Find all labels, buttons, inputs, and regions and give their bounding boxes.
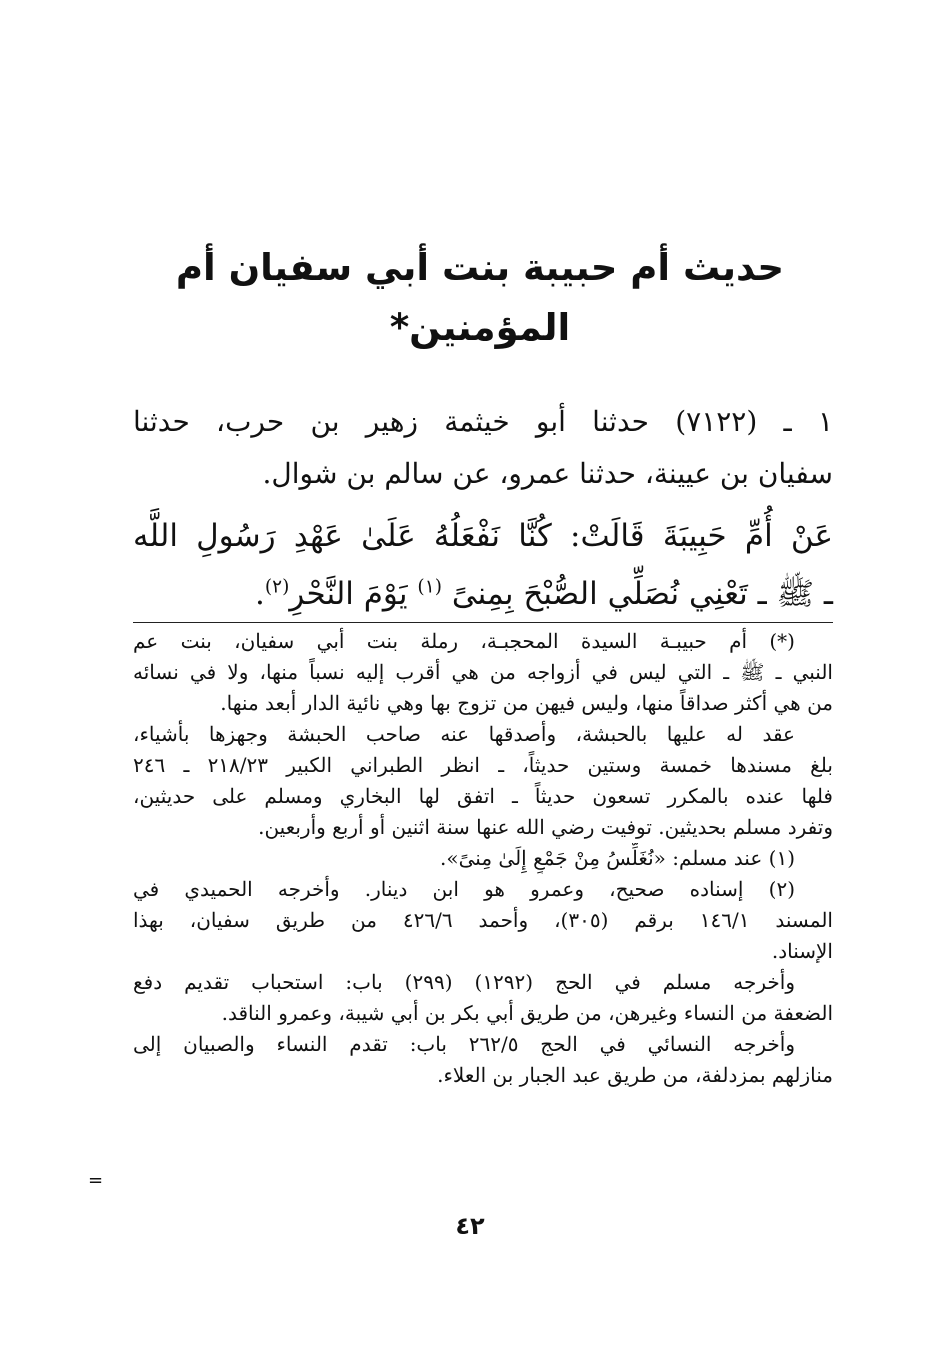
footnote-line: وأخرجه النسائي في الحج ٢٦٢/٥ باب: تقدم النساء والصبيان إلى <box>133 1032 796 1056</box>
footnote-line: منازلهم بمزدلفة، من طريق عبد الجبار بن العلاء. <box>437 1063 833 1087</box>
footnote-ref-1: (١) <box>417 576 442 598</box>
footnote-line: فلها عنده بالمكرر تسعون حديثاً ـ اتفق لها البخاري ومسلم على حديثين، <box>133 784 833 808</box>
footnote-divider <box>133 622 833 623</box>
continuation-mark: = <box>88 1170 104 1191</box>
matn-text-b: يَوْمَ النَّحْرِ <box>289 576 418 612</box>
footnote-line: (١) عند مسلم: «نُغَلِّسُ مِنْ جَمْعٍ إِلَىٰ مِنىً». <box>440 846 795 870</box>
isnad-line-1: ١ ـ (٧١٢٢) حدثنا أبو خيثمة زهير بن حرب، حدثنا <box>133 405 833 438</box>
footnote-line: وأخرجه مسلم في الحج (١٢٩٢) (٢٩٩) باب: استحباب تقديم دفع <box>133 970 795 994</box>
matn-end-dot: . <box>254 576 265 612</box>
footnote-line: بلغ مسندها خمسة وستين حديثاً، ـ انظر الطبراني الكبير ٢١٨/٢٣ ـ ٢٤٦ <box>133 753 833 777</box>
matn-text-a: ـ ﷺ ـ تَعْنِي نُصَلِّي الصُّبْحَ بِمِنىً <box>451 576 833 612</box>
hadith-matn <box>133 507 833 623</box>
footnote-line: المسند ١٤٦/١ برقم (٣٠٥)، وأحمد ٤٢٦/٦ من طريق سفيان، بهذا <box>133 908 833 932</box>
footnote-line: (*) أم حبيبـة السيدة المحجبـة، رملة بنت أبي سفيان، بنت عم <box>133 629 795 653</box>
page-number: ٤٢ <box>455 1212 485 1240</box>
hadith-isnad <box>133 396 833 500</box>
footnote-ref-2: (٢) <box>264 576 290 598</box>
chapter-title: حديث أم حبيبة بنت أبي سفيان أم المؤمنين* <box>175 246 785 349</box>
footnote-line: وتفرد مسلم بحديثين. توفيت رضي الله عنها سنة اثنين أو أربع وأربعين. <box>258 815 833 839</box>
footnote-line: من هي أكثر صداقاً منها، وليس فيهن من تزوج بها وهي نائية الدار أبعد منها. <box>220 691 833 715</box>
footnote-line: الضعفة من النساء وغيرهن، من طريق أبي بكر بن أبي شيبة، وعمرو الناقد. <box>221 1001 833 1025</box>
isnad-line-2: سفيان بن عيينة، حدثنا عمرو، عن سالم بن شوال. <box>262 457 833 490</box>
matn-line-1: عَنْ أُمِّ حَبِيبَةَ قَالَتْ: كُنَّا نَفْعَلُهُ عَلَىٰ عَهْدِ رَسُولِ اللَّه <box>133 518 833 554</box>
footnote-line: عقد له عليها بالحبشة، وأصدقها عنه صاحب الحبشة وجهزها بأشياء، <box>133 722 795 746</box>
footnote-line: (٢) إسناده صحيح، وعمرو هو ابن دينار. وأخرجه الحميدي في <box>133 877 795 901</box>
footnote-line: الإسناد. <box>771 939 833 963</box>
footnotes <box>133 626 833 1091</box>
matn-line-2 <box>133 565 833 623</box>
footnote-line: النبي ـ ﷺ ـ التي ليس في أزواجه من هي أقرب إليه نسباً منها، ولا في نسائه <box>133 660 833 684</box>
